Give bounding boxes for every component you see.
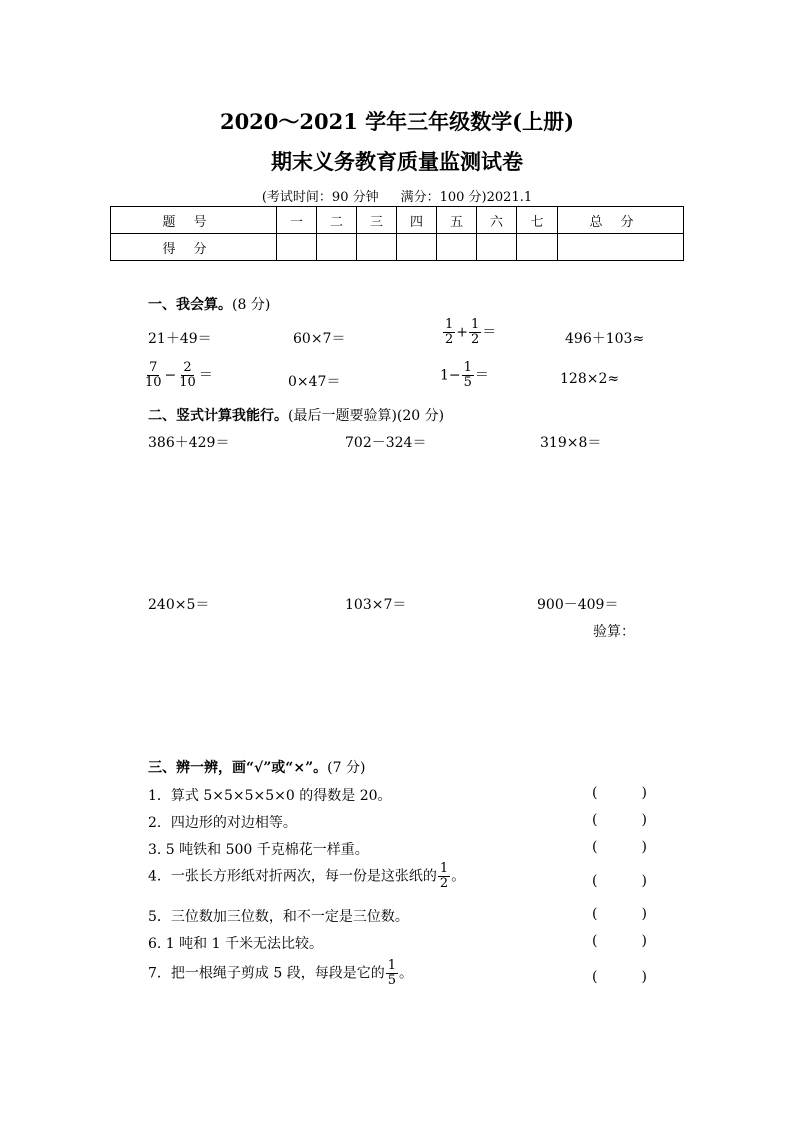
score-cell-total[interactable] xyxy=(558,234,684,261)
s1-question-7: 1− $\frac{1}{5}$ ＝ xyxy=(440,360,489,390)
s2-question-4: 240×5＝ xyxy=(148,597,210,613)
answer-paren-4[interactable]: ( ) xyxy=(592,873,647,889)
score-cell-3[interactable] xyxy=(357,234,397,261)
s3-item-3: 3. 5 吨铁和 500 千克棉花一样重。 xyxy=(148,842,369,858)
check-label: 验算： xyxy=(593,624,635,640)
question-number-label: 题号 xyxy=(111,207,277,234)
score-cell-5[interactable] xyxy=(437,234,477,261)
section-2-heading: 二、竖式计算我能行。(最后一题要验算)(20 分) xyxy=(148,408,445,424)
column-6: 六 xyxy=(477,207,517,234)
s3-item-4: 4．一张长方形纸对折两次，每一份是这张纸的 $\frac{1}{2}$ 。 xyxy=(148,861,466,891)
column-2: 二 xyxy=(317,207,357,234)
exam-time: (考试时间：90 分钟 xyxy=(261,190,379,205)
fraction: $\frac{1}{5}$ xyxy=(387,958,396,988)
column-1: 一 xyxy=(277,207,317,234)
s1-question-8: 128×2≈ xyxy=(560,371,620,387)
s1-question-5: $\frac{7}{10}$ − $\frac{2}{10}$ ＝ xyxy=(145,360,213,390)
s2-question-2: 702－324＝ xyxy=(345,435,427,451)
exam-title: 2020～2021 学年三年级数学(上册) xyxy=(219,109,575,134)
s3-item-7: 7．把一根绳子剪成 5 段，每段是它的 $\frac{1}{5}$ 。 xyxy=(148,958,413,988)
column-5: 五 xyxy=(437,207,477,234)
answer-paren-6[interactable]: ( ) xyxy=(592,933,647,949)
s3-item-1: 1．算式 5×5×5×5×0 的得数是 20。 xyxy=(148,788,392,804)
score-cell-1[interactable] xyxy=(277,234,317,261)
section-3-heading: 三、辨一辨，画“√”或“×”。(7 分) xyxy=(148,760,366,776)
exam-total-score: 满分：100 分)2021.1 xyxy=(400,190,533,205)
column-7: 七 xyxy=(517,207,558,234)
score-cell-4[interactable] xyxy=(397,234,437,261)
section-1-heading: 一、我会算。(8 分) xyxy=(148,297,271,313)
exam-info xyxy=(0,186,794,205)
answer-paren-3[interactable]: ( ) xyxy=(592,839,647,855)
answer-paren-7[interactable]: ( ) xyxy=(592,969,647,985)
score-cell-6[interactable] xyxy=(477,234,517,261)
score-table-score-row xyxy=(111,234,684,261)
fraction: $\frac{1}{2}$ xyxy=(471,317,480,347)
score-table xyxy=(110,206,684,261)
answer-paren-5[interactable]: ( ) xyxy=(592,906,647,922)
s3-item-5: 5．三位数加三位数，和不一定是三位数。 xyxy=(148,909,409,925)
fraction: $\frac{1}{2}$ xyxy=(445,317,454,347)
s2-question-6: 900－409＝ xyxy=(537,597,619,613)
s1-question-2: 60×7＝ xyxy=(293,331,346,347)
s1-question-4: 496＋103≈ xyxy=(565,331,645,347)
column-3: 三 xyxy=(357,207,397,234)
total-score-label: 总分 xyxy=(558,207,684,234)
fraction: $\frac{1}{2}$ xyxy=(439,861,449,891)
answer-paren-2[interactable]: ( ) xyxy=(592,812,647,828)
s1-question-1: 21＋49＝ xyxy=(148,331,212,347)
score-label: 得分 xyxy=(111,234,277,261)
s2-question-5: 103×7＝ xyxy=(345,597,407,613)
exam-subtitle: 期末义务教育质量监测试卷 xyxy=(271,149,523,174)
s3-item-2: 2．四边形的对边相等。 xyxy=(148,815,297,831)
column-4: 四 xyxy=(397,207,437,234)
answer-paren-1[interactable]: ( ) xyxy=(592,785,647,801)
s2-question-3: 319×8＝ xyxy=(540,435,602,451)
s1-question-6: 0×47＝ xyxy=(288,374,341,390)
s2-question-1: 386＋429＝ xyxy=(148,435,230,451)
score-cell-7[interactable] xyxy=(517,234,558,261)
fraction: $\frac{1}{5}$ xyxy=(463,360,472,390)
s1-question-3: $\frac{1}{2}$ + $\frac{1}{2}$ ＝ xyxy=(445,317,497,347)
score-cell-2[interactable] xyxy=(317,234,357,261)
s3-item-6: 6. 1 吨和 1 千米无法比较。 xyxy=(148,936,323,952)
fraction: $\frac{2}{10}$ xyxy=(179,360,196,390)
score-table-header-row xyxy=(111,207,684,234)
fraction: $\frac{7}{10}$ xyxy=(145,360,162,390)
